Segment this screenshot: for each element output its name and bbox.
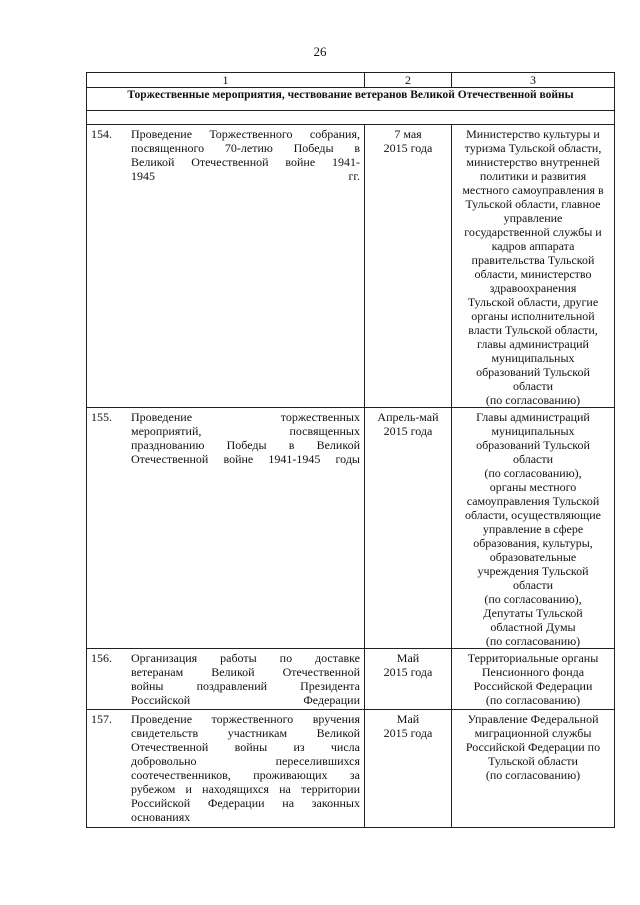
resp-line: органы местного [489, 480, 577, 494]
date-line: Май [396, 712, 420, 726]
resp-line: области [512, 379, 554, 393]
resp-line: Тульской области, другие [467, 295, 599, 309]
header-row [87, 73, 615, 88]
resp-line: власти Тульской области, [468, 323, 598, 337]
resp-line: Российской Федерации по [465, 740, 601, 754]
resp-line: кадров аппарата [491, 239, 575, 253]
resp-line: образований Тульской [476, 438, 590, 452]
resp-line: области, министерство [474, 267, 592, 281]
header-col-3: 3 [452, 73, 615, 88]
date-line: 2015 года [383, 665, 433, 679]
resp-line: области [512, 578, 554, 592]
date-cell [365, 408, 452, 649]
resp-line: (по согласованию) [485, 634, 581, 648]
resp-line: образований Тульской [476, 365, 590, 379]
resp-line: самоуправления Тульской [466, 494, 600, 508]
event-line: войны поздравлений Президента [131, 679, 360, 693]
resp-line: Территориальные органы [467, 651, 599, 665]
resp-line: (по согласованию), [484, 592, 582, 606]
event-line: рубежом и находящихся на территории [131, 782, 360, 796]
spacer-row [87, 111, 615, 125]
table-row [87, 710, 615, 828]
event-line: Отечественной войны из числа [131, 740, 360, 754]
row-number: 157. [91, 712, 112, 726]
event-cell [87, 649, 365, 710]
event-line: ветеранам Великой Отечественной [131, 665, 360, 679]
resp-line: (по согласованию), [484, 466, 582, 480]
resp-line: Депутаты Тульской [483, 606, 583, 620]
date-line: 2015 года [383, 424, 433, 438]
resp-line: муниципальных [491, 351, 575, 365]
table-row [87, 408, 615, 649]
resp-line: Тульской области [488, 754, 578, 768]
resp-line: учреждения Тульской [477, 564, 589, 578]
event-line: Великой Отечественной войне 1941- [131, 155, 360, 169]
date-cell [365, 649, 452, 710]
event-cell [87, 408, 365, 649]
event-line: посвященного 70-летию Победы в [131, 141, 360, 155]
resp-line: области [512, 452, 554, 466]
date-line: Апрель-май [377, 410, 439, 424]
resp-line: области, осуществляющие [465, 508, 601, 522]
date-line: Май [396, 651, 420, 665]
event-line: Российской Федерации [131, 693, 360, 707]
section-row [87, 88, 615, 111]
events-table [86, 72, 615, 828]
resp-line: местного самоуправления в [462, 183, 604, 197]
resp-line: здравоохранения [489, 281, 577, 295]
table-row [87, 125, 615, 408]
resp-line: туризма Тульской области, [464, 141, 602, 155]
resp-line: Пенсионного фонда [481, 665, 585, 679]
header-col-2: 2 [365, 73, 452, 88]
row-number: 156. [91, 651, 112, 665]
event-line: соотечественников, проживающих за [131, 768, 360, 782]
event-line: основаниях [131, 810, 191, 824]
event-cell [87, 710, 365, 828]
event-line: свидетельств участникам Великой [131, 726, 360, 740]
resp-line: Управление Федеральной [467, 712, 599, 726]
resp-line: органы исполнительной [471, 309, 595, 323]
responsible-cell [452, 125, 615, 408]
header-col-1: 1 [87, 73, 365, 88]
date-line: 2015 года [383, 726, 433, 740]
resp-line: муниципальных [491, 424, 575, 438]
table-row [87, 649, 615, 710]
event-line: Проведение Торжественного собрания, [131, 127, 360, 141]
resp-line: (по согласованию) [485, 693, 581, 707]
row-number: 155. [91, 410, 112, 424]
resp-line: Российской Федерации [473, 679, 593, 693]
date-line: 7 мая [394, 127, 422, 141]
date-cell [365, 710, 452, 828]
resp-line: правительства Тульской [471, 253, 595, 267]
event-line: Проведение торжественного вручения [131, 712, 360, 726]
page-number: 26 [313, 44, 327, 59]
event-line: Проведение торжественных [131, 410, 360, 424]
date-cell [365, 125, 452, 408]
event-line: 1945 гг. [131, 169, 360, 183]
section-title: Торжественные мероприятия, чествование ветеранов Великой Отечественной войны [87, 88, 615, 111]
row-number: 154. [91, 127, 112, 141]
resp-line: управление в сфере [482, 522, 584, 536]
resp-line: Министерство культуры и [466, 127, 600, 141]
resp-line: политики и развития [479, 169, 587, 183]
resp-line: (по согласованию) [485, 393, 581, 407]
resp-line: Главы администраций [476, 410, 590, 424]
responsible-cell [452, 710, 615, 828]
resp-line: главы администраций [477, 337, 589, 351]
resp-line: областной Думы [490, 620, 576, 634]
responsible-cell [452, 649, 615, 710]
date-line: 2015 года [383, 141, 433, 155]
resp-line: (по согласованию) [485, 768, 581, 782]
event-line: Российской Федерации на законных [131, 796, 360, 810]
resp-line: управление [503, 211, 563, 225]
resp-line: министерство внутренней [466, 155, 600, 169]
resp-line: Тульской области, главное [465, 197, 601, 211]
event-line: празднованию Победы в Великой [131, 438, 360, 452]
event-line: Организация работы по доставке [131, 651, 360, 665]
event-line: мероприятий, посвященных [131, 424, 360, 438]
resp-line: образовательные [489, 550, 577, 564]
resp-line: образования, культуры, [473, 536, 593, 550]
event-line: Отечественной войне 1941-1945 годы [131, 452, 360, 466]
resp-line: миграционной службы [474, 726, 592, 740]
resp-line: государственной службы и [464, 225, 602, 239]
event-cell [87, 125, 365, 408]
event-line: добровольно переселившихся [131, 754, 360, 768]
responsible-cell [452, 408, 615, 649]
